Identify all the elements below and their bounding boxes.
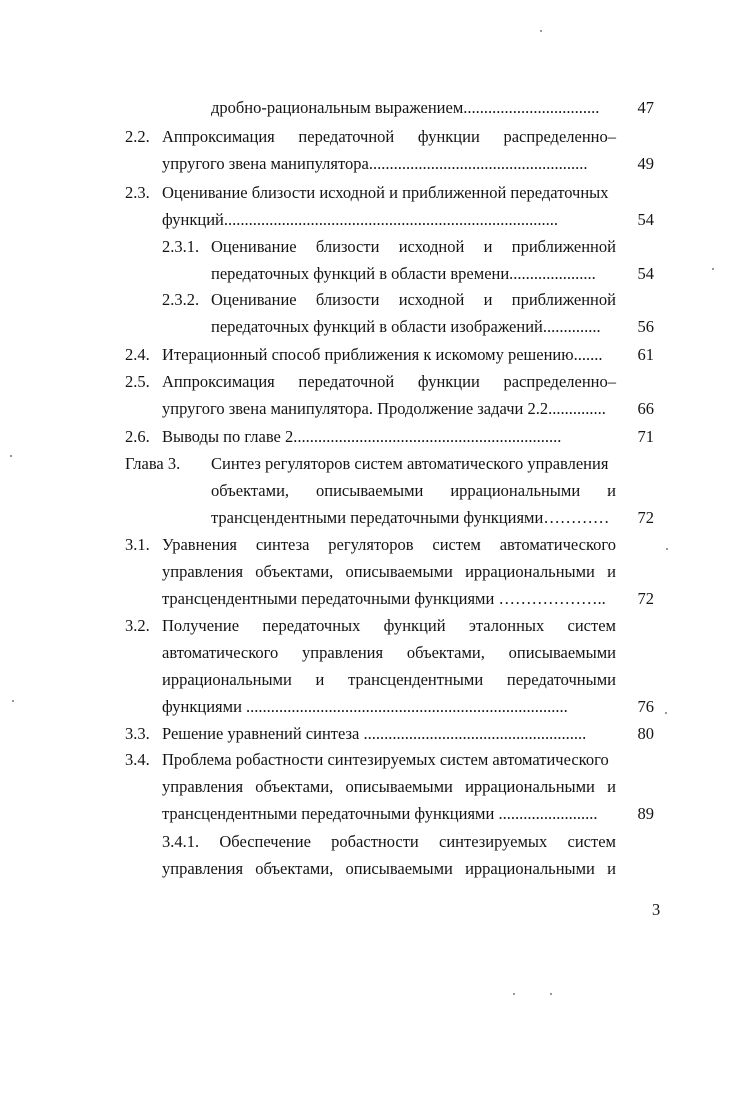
toc-entry-number: 3.1. [125,535,150,554]
toc-entry-page: 56 [637,317,654,336]
toc-entry-line: дробно-рациональным выражением................................. [211,98,600,117]
toc-entry-page: 66 [637,399,654,418]
toc-entry-line: функций................................................................................. [162,210,558,229]
toc-entry-page: 71 [637,427,654,446]
toc-entry-line: трансцендентными передаточными функциями………… [211,508,610,527]
scan-speck [712,268,714,270]
toc-entry-line: Итерационный способ приближения к искомому решению....... [162,345,603,364]
scan-speck [10,455,12,457]
scan-speck [540,30,542,32]
toc-entry-line: автоматического управления объектами, описываемыми [162,643,616,662]
toc-entry-line: Аппроксимация передаточной функции распределенно– [162,372,616,391]
toc-entry-number: 2.4. [125,345,150,364]
toc-entry-line: Выводы по главе 2................................................................. [162,427,562,446]
toc-entry-line: управления объектами, описываемыми иррациональными и [162,859,616,878]
toc-entry-line: трансцендентными передаточными функциями ……………….. [162,589,606,608]
toc-entry-number: 2.5. [125,372,150,391]
toc-entry-line: Оценивание близости исходной и приближенной передаточных [162,183,609,202]
toc-entry-page: 76 [637,697,654,716]
scan-speck [12,700,14,702]
toc-entry-page: 72 [637,589,654,608]
toc-entry-page: 54 [637,264,654,283]
toc-entry-line: 3.4.1. Обеспечение робастности синтезируемых систем [162,832,616,851]
scan-speck [550,993,552,995]
toc-entry-line: Уравнения синтеза регуляторов систем автоматического [162,535,616,554]
toc-entry-number: 3.3. [125,724,150,743]
toc-entry-page: 89 [637,804,654,823]
toc-entry-line: функциями .............................................................................. [162,697,568,716]
toc-entry-line: трансцендентными передаточными функциями ........................ [162,804,598,823]
toc-entry-line: Получение передаточных функций эталонных систем [162,616,616,635]
toc-entry-line: управления объектами, описываемыми иррациональными и [162,562,616,581]
toc-entry-page: 80 [637,724,654,743]
scan-speck [665,712,667,714]
toc-entry-line: упругого звена манипулятора. Продолжение задачи 2.2.............. [162,399,606,418]
toc-entry-line: Решение уравнений синтеза ...................................................... [162,724,587,743]
toc-entry-line: иррациональными и трансцендентными передаточными [162,670,616,689]
toc-entry-line: передаточных функций в области изображений.............. [211,317,601,336]
toc-entry-number: Глава 3. [125,454,181,473]
toc-entry-page: 61 [637,345,654,364]
toc-entry-page: 54 [637,210,654,229]
toc-entry-line: Аппроксимация передаточной функции распределенно– [162,127,616,146]
toc-entry-line: объектами, описываемыми иррациональными и [211,481,616,500]
scan-speck [666,548,668,550]
toc-entry-line: Оценивание близости исходной и приближенной [211,290,616,309]
toc-entry-line: Проблема робастности синтезируемых систем автоматического [162,750,609,769]
toc-entry-number: 2.3. [125,183,150,202]
toc-entry-number: 3.4. [125,750,150,769]
toc-entry-page: 72 [637,508,654,527]
toc-entry-number: 2.6. [125,427,150,446]
toc-entry-line: передаточных функций в области времени..................... [211,264,596,283]
toc-entry-number: 2.3.1. [162,237,200,256]
toc-entry-line: Синтез регуляторов систем автоматического управления [211,454,609,473]
toc-entry-number: 3.2. [125,616,150,635]
toc-entry-page: 47 [637,98,654,117]
page-number: 3 [652,900,661,919]
toc-entry-line: управления объектами, описываемыми иррациональными и [162,777,616,796]
toc-entry-page: 49 [637,154,654,173]
toc-entry-line: Оценивание близости исходной и приближенной [211,237,616,256]
toc-entry-line: упругого звена манипулятора..................................................... [162,154,588,173]
toc-entry-number: 2.2. [125,127,150,146]
toc-entry-number: 2.3.2. [162,290,200,309]
scan-speck [513,993,515,995]
